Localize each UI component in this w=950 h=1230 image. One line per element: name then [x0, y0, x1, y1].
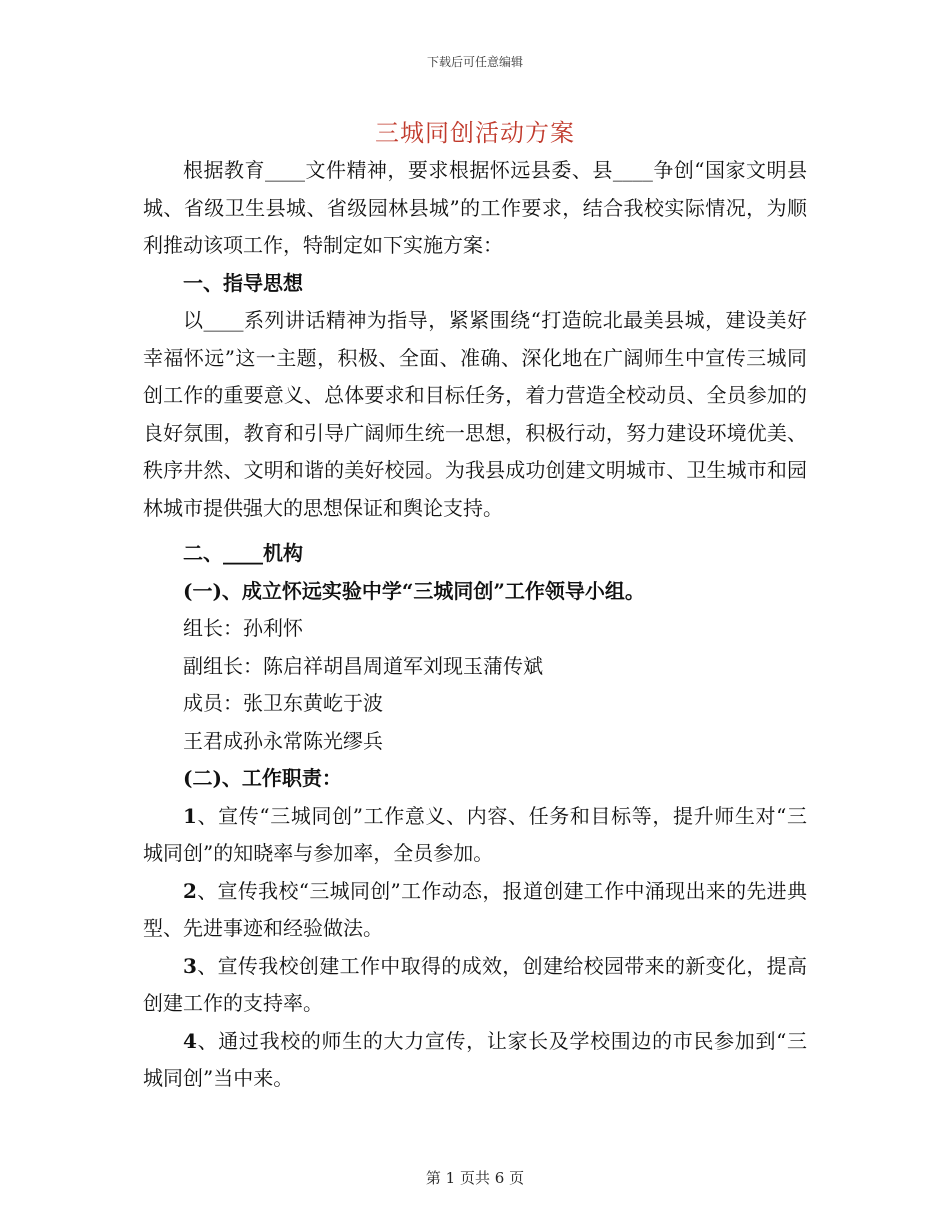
- duty-text: 、宣传我校创建工作中取得的成效，创建给校园带来的新变化，提高创建工作的支持率。: [143, 953, 807, 1015]
- duty-text: 、宣传我校“三城同创”工作动态，报道创建工作中涌现出来的先进典型、先进事迹和经验做法。: [143, 878, 807, 940]
- duty-text: 、通过我校的师生的大力宣传，让家长及学校围边的市民参加到“三城同创”当中来。: [143, 1028, 807, 1090]
- leader-line: 组长：孙利怀: [183, 616, 303, 640]
- section2-heading: 二、____机构: [183, 541, 303, 565]
- duty-number: 1: [183, 803, 197, 828]
- page-footer: 第 1 页共 6 页: [425, 1169, 525, 1187]
- deputy-line: 副组长：陈启祥胡昌周道军刘现玉蒲传斌: [183, 653, 543, 678]
- intro-paragraph: 根据教育____文件精神，要求根据怀远县委、县____争创“国家文明县城、省级卫生县城、省级园林县城”的工作要求，结合我校实际情况，为顺利推动该项工作，特制定如下实施方案：: [143, 158, 807, 257]
- section2-sub2: (二)、工作职责：: [183, 766, 342, 790]
- duty-number: 4: [183, 1028, 197, 1053]
- duty-item: [143, 1023, 807, 1098]
- duty-item: [143, 948, 807, 1023]
- duty-item: [143, 873, 807, 948]
- section2-sub1: (一)、成立怀远实验中学“三城同创”工作领导小组。: [183, 578, 645, 603]
- duty-item: [143, 798, 807, 873]
- document-title: 三城同创活动方案: [375, 119, 575, 147]
- section1-heading: 一、指导思想: [183, 270, 303, 295]
- document-body: [143, 152, 807, 1098]
- duty-number: 3: [183, 953, 197, 978]
- members-line-1: 成员：张卫东黄屹于波: [183, 691, 383, 715]
- section1-body: 以____系列讲话精神为指导，紧紧围绕“打造皖北最美县城，建设美好幸福怀远”这一主题，积极、全面、准确、深化地在广阔师生中宣传三城同创工作的重要意义、总体要求和目标任务，着力营造全校动员、全员参加的良好氛围，教育和引导广阔师生统一思想，积极行动，努力建设环境优美、秩序井然、文明和谐的美好校园。为我县成功创建文明城市、卫生城市和园林城市提供强大的思想保证和舆论支持。: [143, 308, 807, 520]
- duty-number: 2: [183, 878, 197, 903]
- duty-text: 、宣传“三城同创”工作意义、内容、任务和目标等，提升师生对“三城同创”的知晓率与参加率，全员参加。: [143, 803, 807, 865]
- header-note: 下载后可任意编辑: [426, 55, 523, 69]
- members-line-2: 王君成孙永常陈光缪兵: [183, 728, 383, 753]
